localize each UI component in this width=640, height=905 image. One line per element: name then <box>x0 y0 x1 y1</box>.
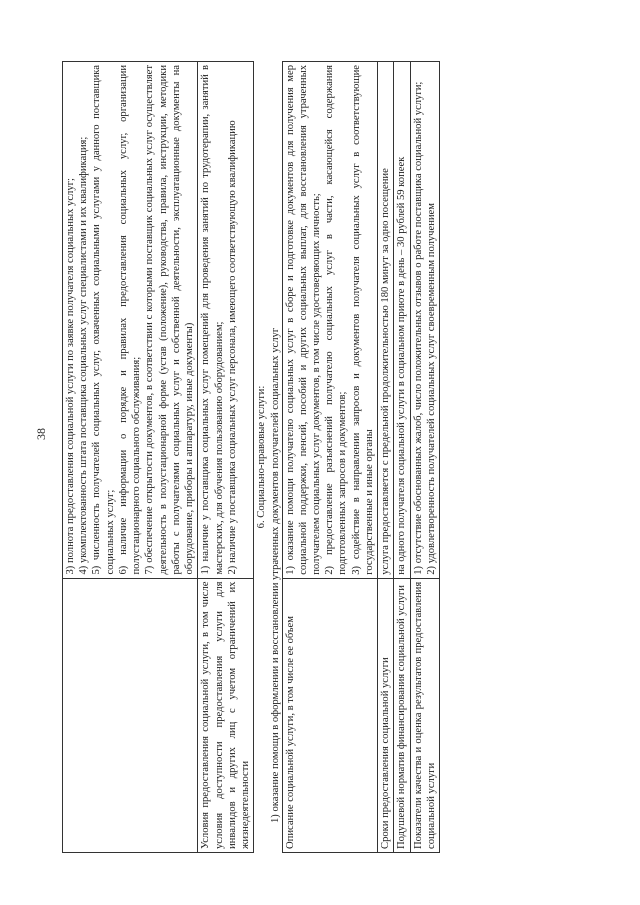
rotated-document <box>62 61 570 853</box>
criteria-item: 5) численность получателей социальных услуг, охваченных социальными услугами у данного поставщика социальных услуг; <box>91 65 116 575</box>
criteria-item: 4) укомплектованность штата поставщика социальных услуг специалистами и их квалификация; <box>78 136 90 575</box>
table-row <box>198 62 254 853</box>
row-item: на одного получателя социальной услуги в социальном приюте в день – 30 рублей 59 копеек <box>396 156 408 575</box>
criteria-cell <box>63 62 198 579</box>
table-row <box>378 62 394 853</box>
table-row <box>410 62 439 853</box>
row-item: 1) отсутствие обоснованных жалоб, число положительных отзывов о работе поставщика социальной услуги; <box>412 81 424 575</box>
row-item: 2) удовлетворенность получателей социальных услуг своевременным получением <box>425 203 437 575</box>
row-item: 2) предоставление разъяснений получателю социальных услуг в части, касающейся содержания подготовленных запросов и документов; <box>324 65 349 575</box>
row-item: 3) содействие в направлении запросов и документов получателя социальных услуг в соответствующие государственные и иные органы <box>350 65 375 575</box>
row-label: Подушевой норматив финансирования социальной услуги <box>394 578 410 852</box>
table-row <box>282 62 378 853</box>
criteria-label-cell <box>63 578 198 852</box>
bottom-table <box>282 61 441 853</box>
row-item: услуга предоставляется с предельной продолжительностью 180 минут за одно посещение <box>380 168 392 575</box>
conditions-label: Условия предоставления социальной услуги, в том числе условия доступности предоставления услуги для инвалидов и других лиц с учетом ограничений их жизнедеятельности <box>198 578 254 852</box>
row-value <box>378 62 394 579</box>
top-table <box>62 61 254 853</box>
conditions-item: 1) наличие у поставщика социальных услуг помещений для проведения занятий по трудотерапии, занятий в мастерских, для обучения пользованию оборудованием; <box>200 65 225 575</box>
criteria-item: 6) наличие информации о порядке и правилах предоставления социальных услуг, организации полустационарного социального обслуживания; <box>117 65 143 575</box>
row-value <box>410 62 439 579</box>
criteria-item: 3) полнота предоставления социальной услуги по заявке получателя социальных услуг; <box>65 178 76 575</box>
conditions-cell <box>198 62 254 579</box>
page-number: 38 <box>34 428 48 440</box>
row-value <box>282 62 378 579</box>
row-item: 1) оказание помощи получателю социальных услуг в сборе и подготовке документов для получения мер социальной поддержки, пенсий, пособий и других социальных выплат, для восстановления утраченных получателем социальных услуг документов, в том числе удостоверяющих личность; <box>284 65 322 575</box>
row-label: Описание социальной услуги, в том числе ее объем <box>282 578 378 852</box>
criteria-item: 7) обеспечение открытости документов, в соответствии с которыми поставщик социальных услуг осуществляет деятельность в полустационарной форме (устав (положение), руководства, правила, инструкции, методики работы с получателями социальных услуг и собственной деятельности, эксплуатационные документы на оборудование, приборы и аппаратуру, иные документы) <box>144 65 196 575</box>
row-label: Показатели качества и оценка результатов предоставления социальной услуги <box>410 578 439 852</box>
section-title: 6. Социально-правовые услуги: <box>256 385 268 529</box>
conditions-item: 2) наличие у поставщика социальных услуг персонала, имеющего соответствующую квалификацию <box>226 120 238 575</box>
table-row <box>394 62 410 853</box>
section-subtitle: 1) оказание помощи в оформлении и восстановлении утраченных документов получателей социальных услуг <box>269 327 281 823</box>
row-label: Сроки предоставления социальной услуги <box>378 578 394 852</box>
table-row <box>63 62 198 853</box>
row-value <box>394 62 410 579</box>
